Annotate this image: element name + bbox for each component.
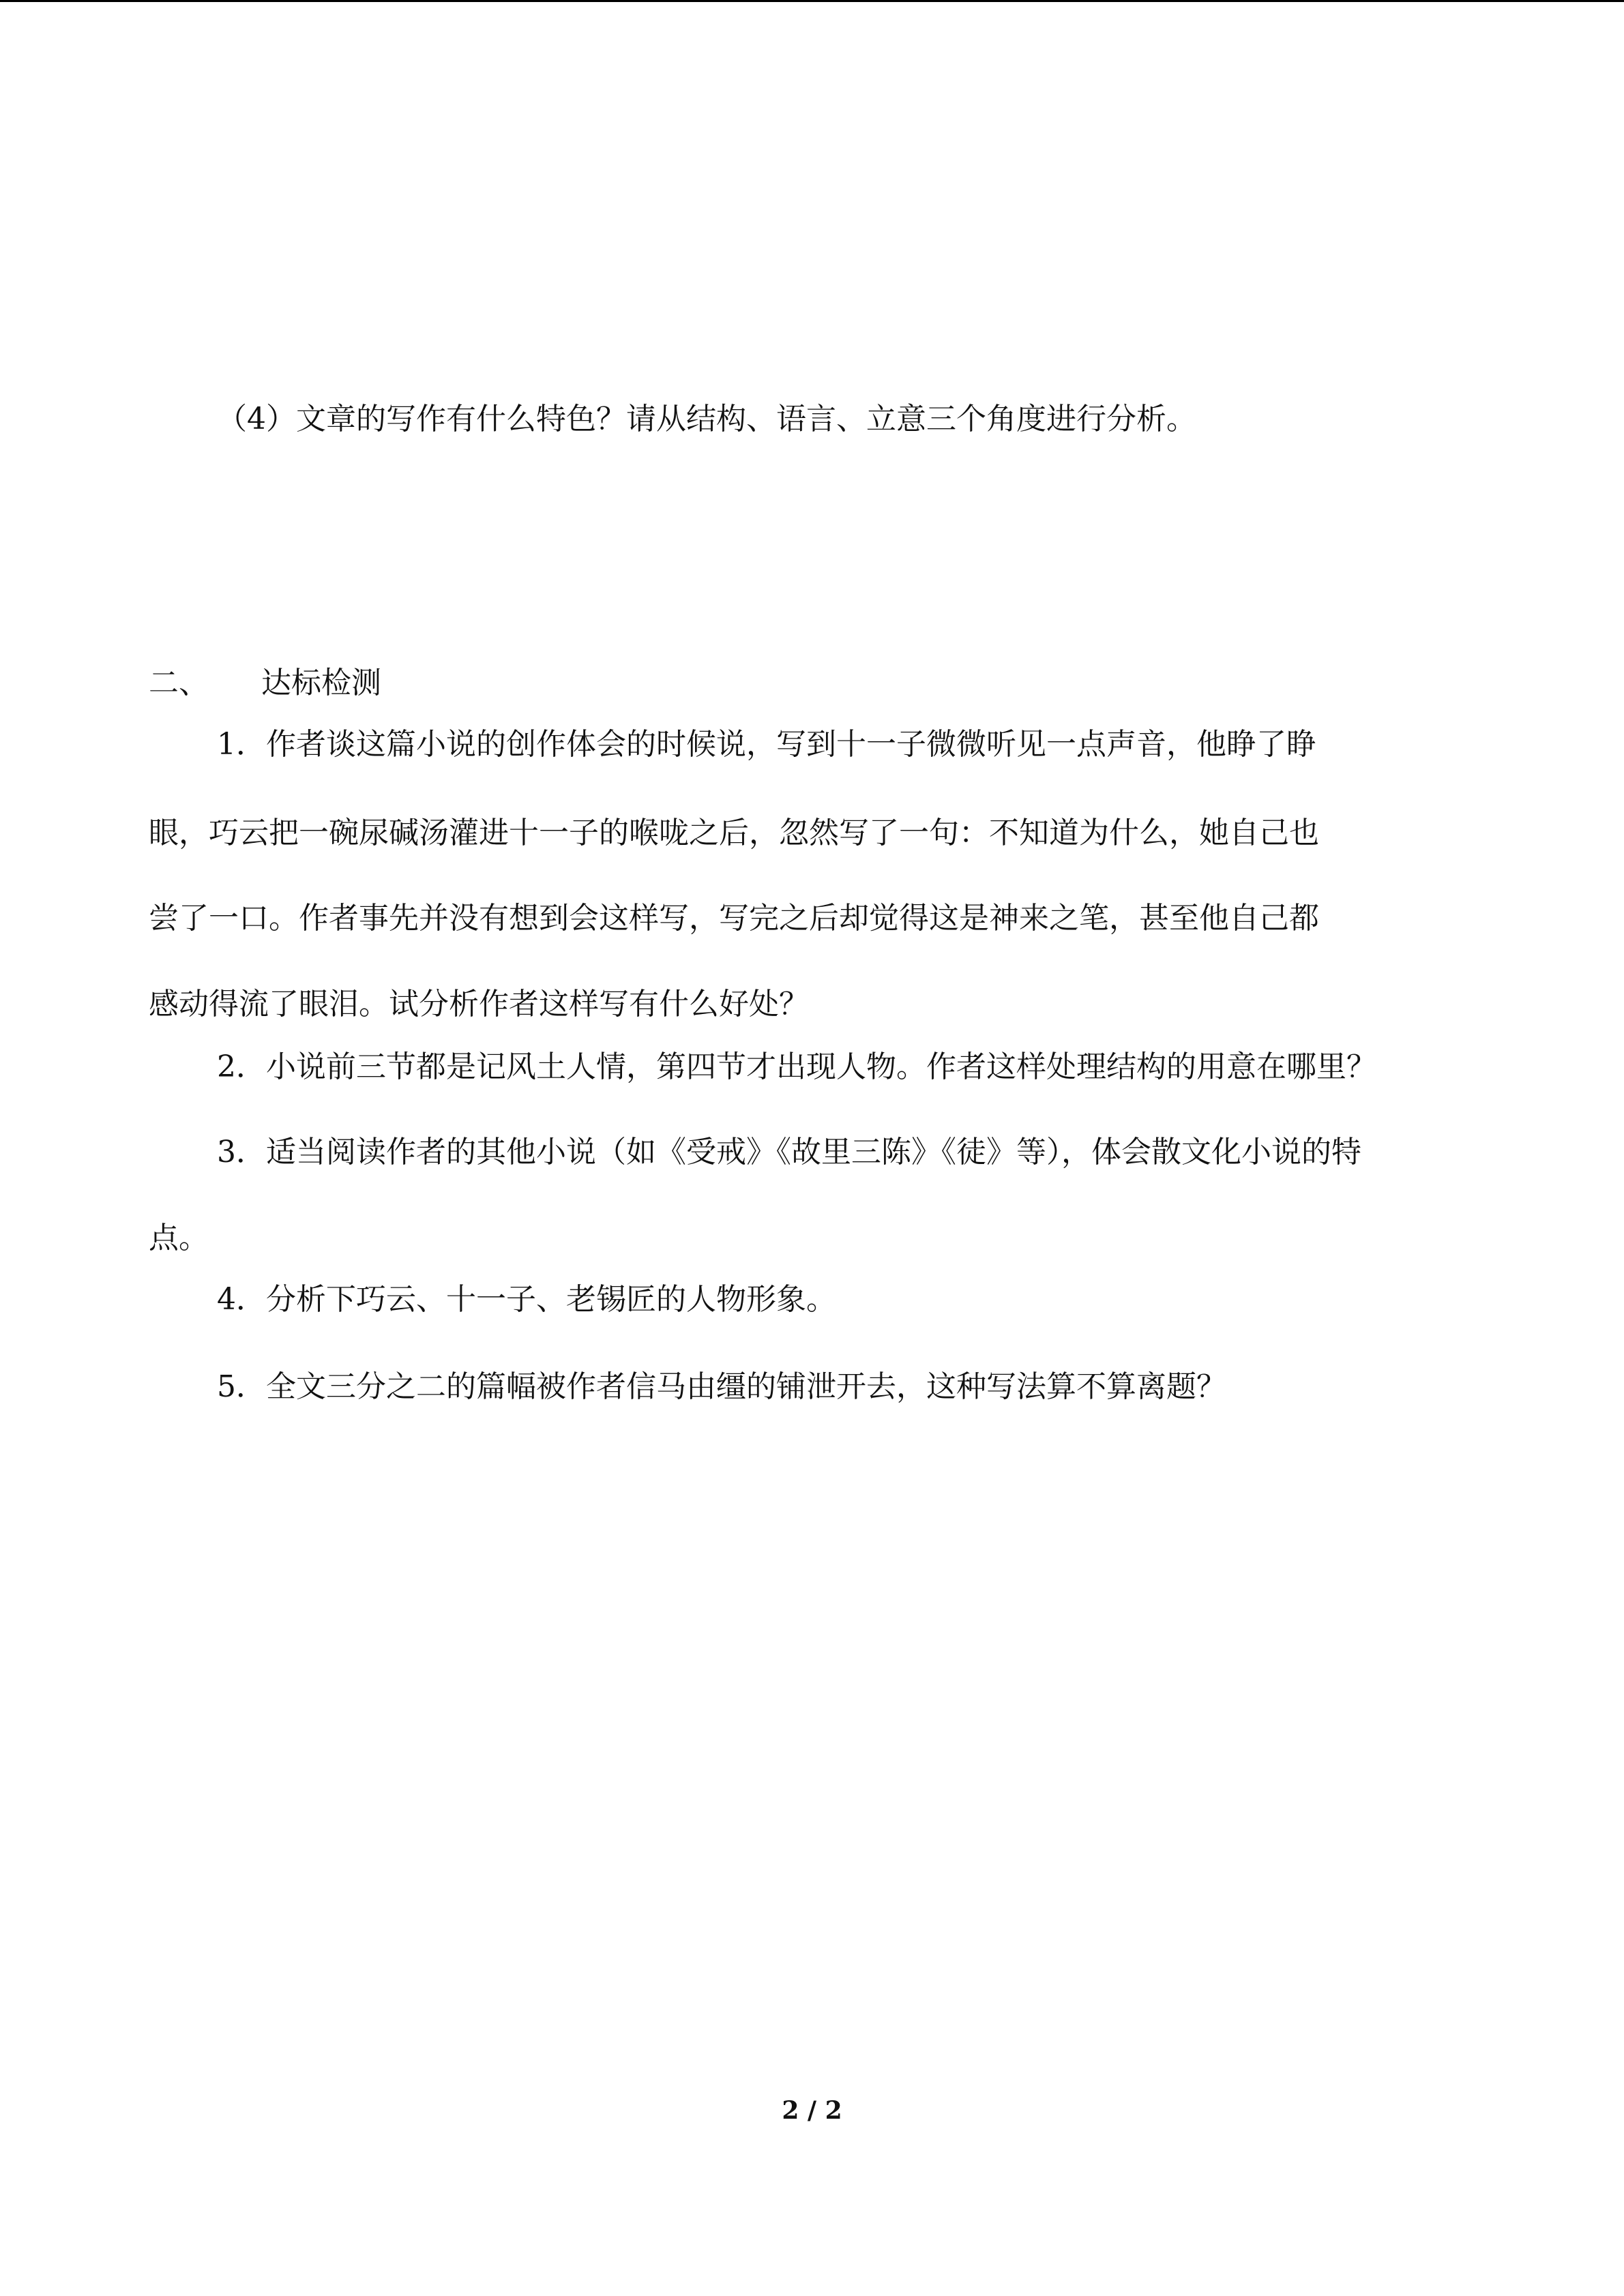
item-1-line-2: 眼，巧云把一碗尿碱汤灌进十一子的喉咙之后，忽然写了一句：不知道为什么，她自己也 [149, 816, 1319, 850]
item-1-line-1: 1．作者谈这篇小说的创作体会的时候说，写到十一子微微听见一点声音，他睁了睁 [217, 727, 1316, 762]
item-4-text: 4．分析下巧云、十一子、老锡匠的人物形象。 [217, 1282, 836, 1317]
item-3-line-1: 3．适当阅读作者的其他小说（如《受戒》《故里三陈》《徒》等），体会散文化小说的特 [217, 1135, 1361, 1169]
item-5-text: 5．全文三分之二的篇幅被作者信马由缰的铺泄开去，这种写法算不算离题？ [217, 1369, 1226, 1404]
top-border [0, 0, 1624, 2]
item-3-line-2: 点。 [149, 1221, 209, 1255]
section-2-number: 二、 [149, 666, 209, 700]
page-number: 2 / 2 [782, 2096, 842, 2125]
section-2-title: 达标检测 [261, 666, 381, 700]
item-1-line-4: 感动得流了眼泪。试分析作者这样写有什么好处？ [149, 987, 809, 1022]
item-1-line-3: 尝了一口。作者事先并没有想到会这样写，写完之后却觉得这是神来之笔，甚至他自己都 [149, 901, 1319, 936]
question-4-text: （4）文章的写作有什么特色？请从结构、语言、立意三个角度进行分析。 [217, 402, 1196, 436]
item-2-text: 2．小说前三节都是记风土人情，第四节才出现人物。作者这样处理结构的用意在哪里？ [217, 1049, 1376, 1084]
